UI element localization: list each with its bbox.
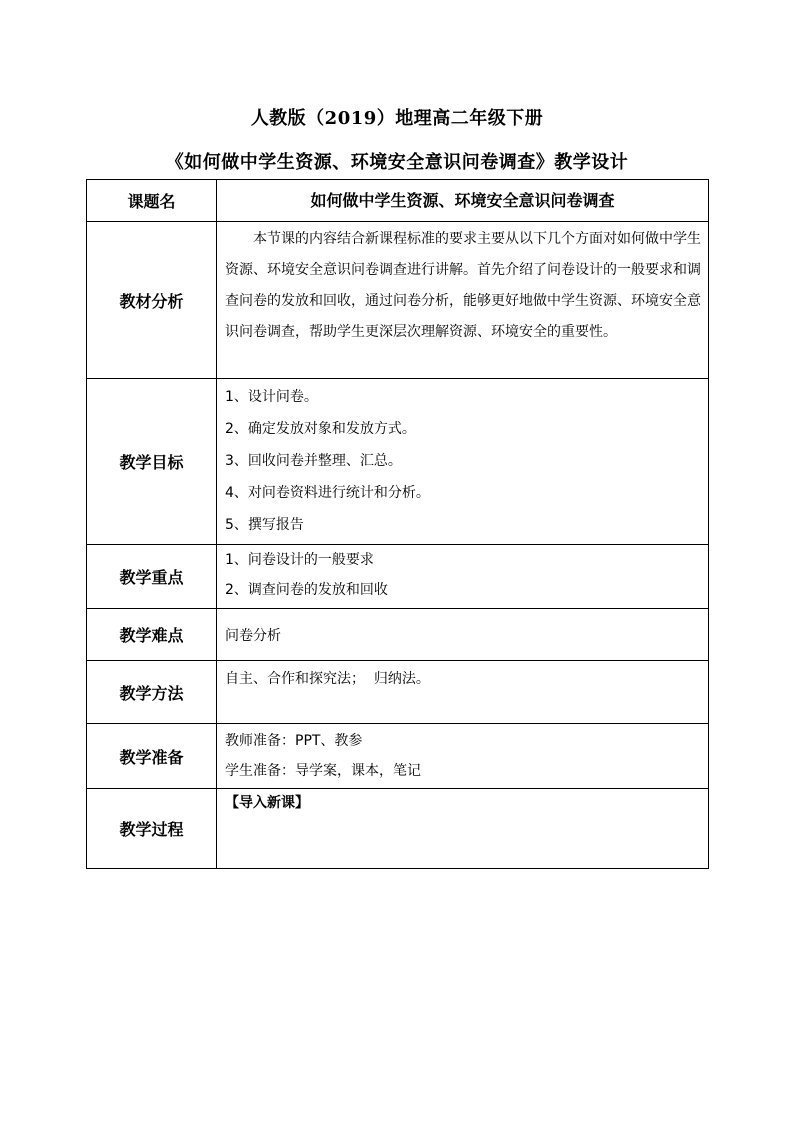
table-row-topic [87,180,709,222]
topic-value: 如何做中学生资源、环境安全意识问卷调查 [217,180,709,222]
table-row-analysis [87,222,709,379]
process-cell [217,789,709,869]
document-subtitle: 《如何做中学生资源、环境安全意识问卷调查》教学设计 [165,152,629,173]
table-row-process [87,789,709,869]
key-points-cell [217,545,709,609]
methods-value: 自主、合作和探究法； 归纳法。 [217,661,709,724]
table-row-key-points [87,545,709,609]
analysis-text: 本节课的内容结合新课程标准的要求主要从以下几个方面对如何做中学生资源、环境安全意识问卷调查进行讲解。首先介绍了问卷设计的一般要求和调查问卷的发放和回收，通过问卷分析，能够更好地做中学生资源、环境安全意识问卷调查，帮助学生更深层次理解资源、环境安全的重要性。 [225,231,701,340]
process-label: 教学过程 [87,789,217,869]
goals-cell [217,379,709,545]
analysis-label: 教材分析 [87,222,217,379]
preparation-cell [217,724,709,789]
preparation-label: 教学准备 [87,724,217,789]
difficulty-value: 问卷分析 [217,609,709,661]
topic-label: 课题名 [87,180,217,222]
key-point-item: 1、问卷设计的一般要求 [225,552,374,568]
key-point-item: 2、调查问卷的发放和回收 [225,582,388,598]
methods-label: 教学方法 [87,661,217,724]
process-section-heading: 【导入新课】 [225,795,309,811]
table-row-goals [87,379,709,545]
goal-item: 4、对问卷资料进行统计和分析。 [225,485,430,501]
goal-item: 1、设计问卷。 [225,389,318,405]
table-row-difficulty [87,609,709,661]
preparation-item: 学生准备：导学案，课本，笔记 [225,763,421,779]
difficulty-label: 教学难点 [87,609,217,661]
preparation-item: 教师准备：PPT、教参 [225,733,363,749]
goal-item: 5、撰写报告 [225,517,304,533]
document-title: 人教版（2019）地理高二年级下册 [250,108,544,129]
analysis-cell [217,222,709,379]
table-row-preparation [87,724,709,789]
lesson-plan-table [86,179,709,869]
table-row-methods [87,661,709,724]
goal-item: 2、确定发放对象和发放方式。 [225,421,416,437]
key-points-label: 教学重点 [87,545,217,609]
goal-item: 3、回收问卷并整理、汇总。 [225,453,402,469]
goals-label: 教学目标 [87,379,217,545]
